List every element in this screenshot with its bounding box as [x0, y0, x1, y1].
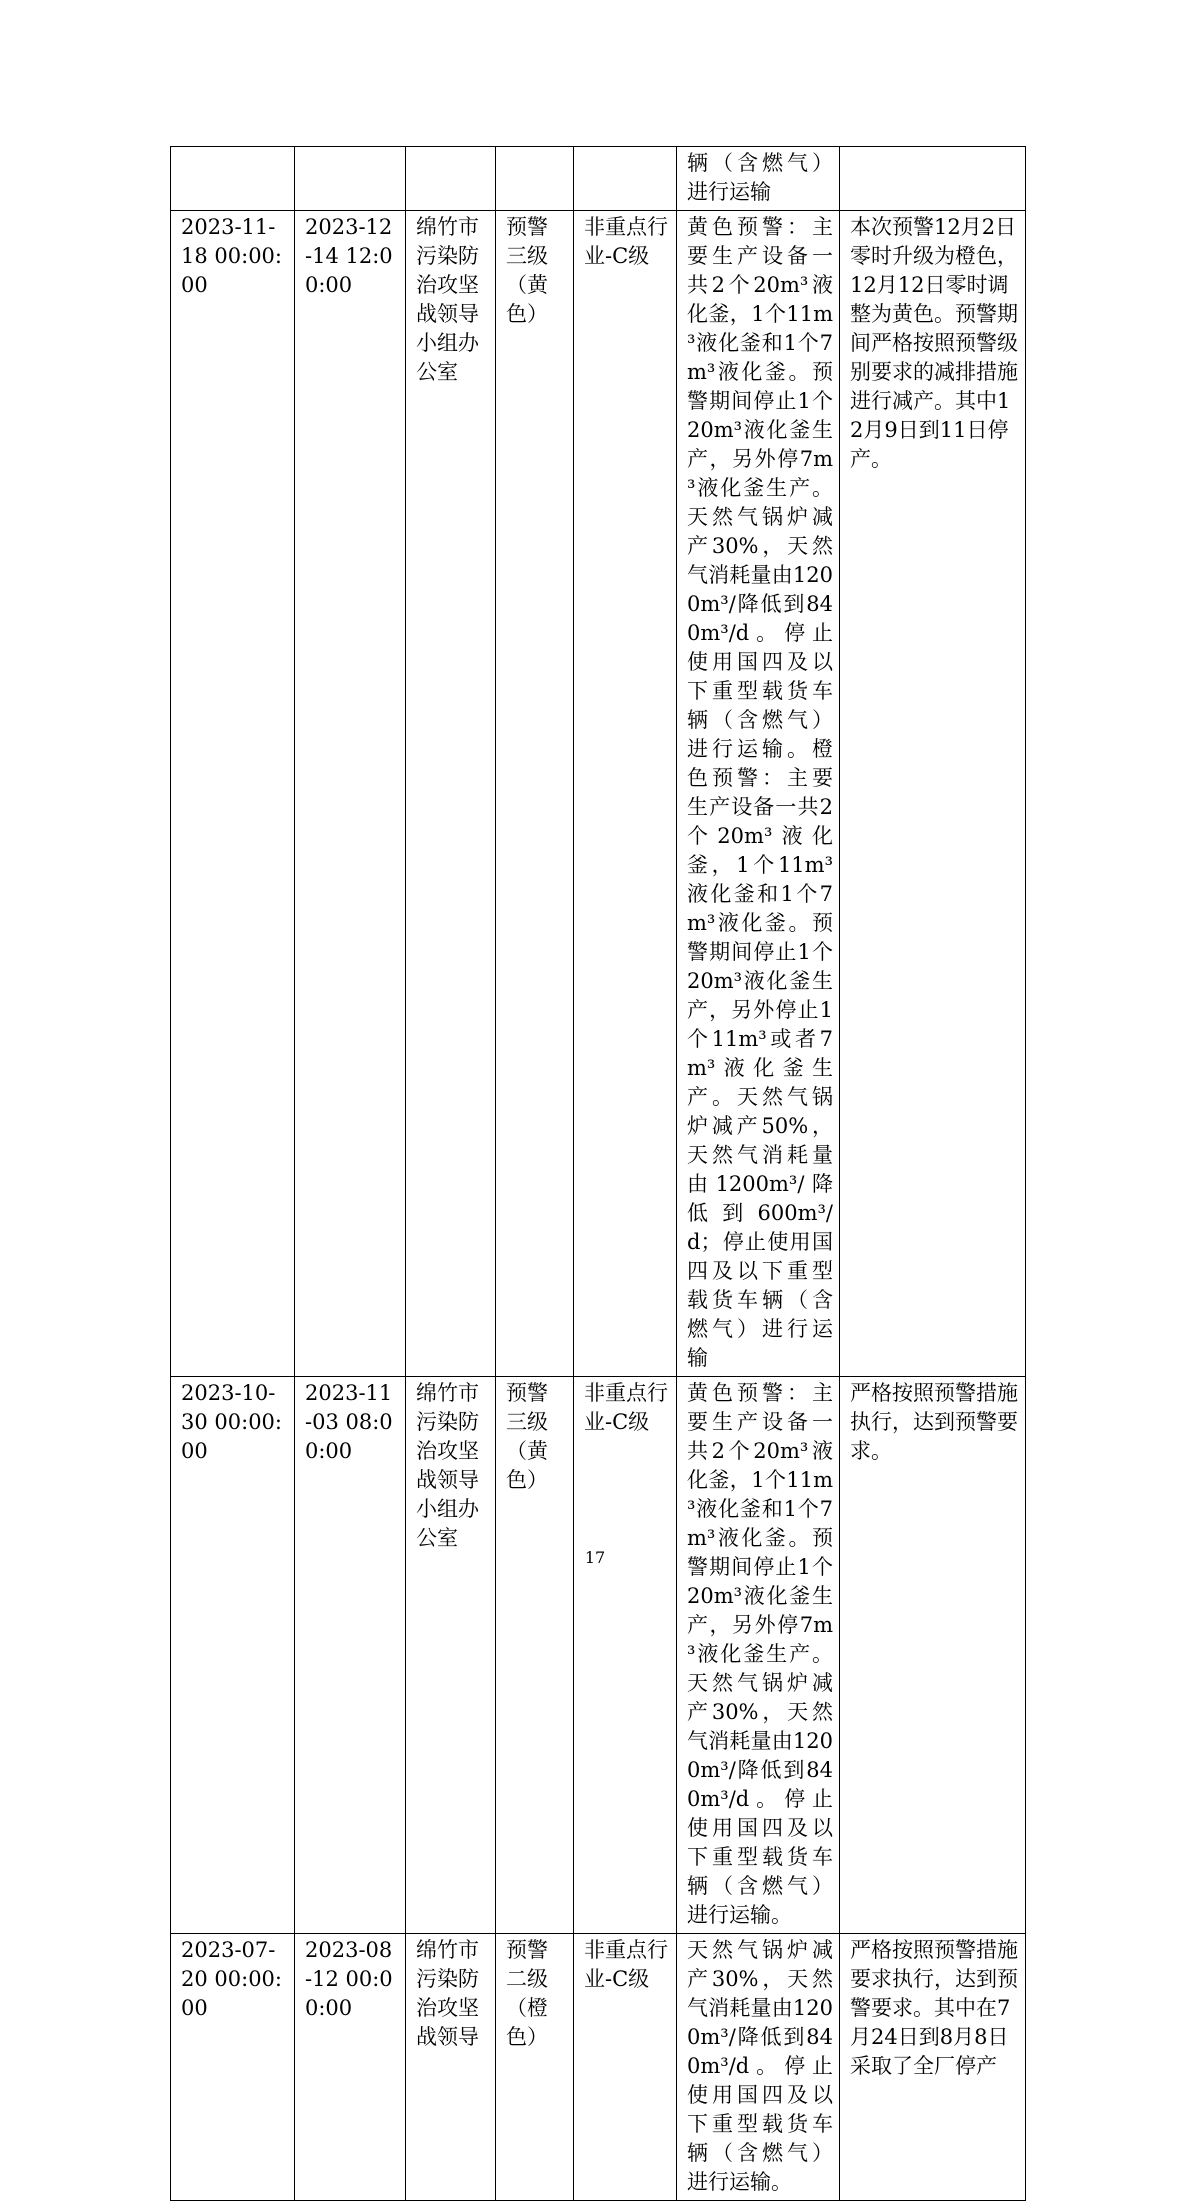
page-number: 17 [584, 1548, 606, 1567]
table-row [171, 147, 1026, 211]
table-row [171, 1934, 1026, 2201]
warning-issuer: 绵竹市污染防治攻坚战领导小组办公室 [406, 211, 496, 1377]
warning-end-time: 2023-12-14 12:00:00 [295, 211, 406, 1377]
execution-notes: 严格按照预警措施执行，达到预警要求。 [840, 1377, 1026, 1934]
warning-start-time: 2023-10-30 00:00:00 [171, 1377, 295, 1934]
warning-end-time: 2023-08-12 00:00:00 [295, 1934, 406, 2201]
execution-notes: 本次预警12月2日零时升级为橙色，12月12日零时调整为黄色。预警期间严格按照预警级别要求的减排措施进行减产。其中12月9日到11日停产。 [840, 211, 1026, 1377]
table-row [171, 1377, 1026, 1934]
emission-reduction-measures: 天然气锅炉减产30%，天然气消耗量由1200m³/降低到840m³/d。停止使用国四及以下重型载货车辆（含燃气）进行运输。 [677, 1934, 840, 2201]
enterprise-category: 非重点行业-C级 [574, 1377, 677, 1934]
warning-end-time [295, 147, 406, 211]
enterprise-category: 非重点行业-C级 [574, 211, 677, 1377]
warning-level: 预警二级（橙色） [496, 1934, 574, 2201]
emission-reduction-measures: 黄色预警：主要生产设备一共2个20m³液化釜，1个11m³液化釜和1个7m³液化釜。预警期间停止1个20m³液化釜生产，另外停7m³液化釜生产。天然气锅炉减产30%，天然气消耗量由1200m³/降低到840m³/d。停止使用国四及以下重型载货车辆（含燃气）进行运输。 [677, 1377, 840, 1934]
warning-issuer: 绵竹市污染防治攻坚战领导 [406, 1934, 496, 2201]
warning-start-time: 2023-11-18 00:00:00 [171, 211, 295, 1377]
enterprise-category [574, 147, 677, 211]
table-row [171, 211, 1026, 1377]
warning-record-table [170, 146, 1026, 2201]
warning-level: 预警三级（黄色） [496, 211, 574, 1377]
warning-issuer: 绵竹市污染防治攻坚战领导小组办公室 [406, 1377, 496, 1934]
warning-end-time: 2023-11-03 08:00:00 [295, 1377, 406, 1934]
warning-issuer [406, 147, 496, 211]
emission-reduction-measures: 辆（含燃气）进行运输 [677, 147, 840, 211]
execution-notes: 严格按照预警措施要求执行，达到预警要求。其中在7月24日到8月8日采取了全厂停产 [840, 1934, 1026, 2201]
emission-reduction-measures: 黄色预警：主要生产设备一共2个20m³液化釜，1个11m³液化釜和1个7m³液化釜。预警期间停止1个20m³液化釜生产，另外停7m³液化釜生产。天然气锅炉减产30%，天然气消耗量由1200m³/降低到840m³/d。停止使用国四及以下重型载货车辆（含燃气）进行运输。橙色预警：主要生产设备一共2个20m³液化釜，1个11m³液化釜和1个7m³液化釜。预警期间停止1个20m³液化釜生产，另外停止1个11m³或者7m³液化釜生产。天然气锅炉减产50%，天然气消耗量由1200m³/降低到600m³/d；停止使用国四及以下重型载货车辆（含燃气）进行运输 [677, 211, 840, 1377]
execution-notes [840, 147, 1026, 211]
warning-start-time: 2023-07-20 00:00:00 [171, 1934, 295, 2201]
warning-level [496, 147, 574, 211]
warning-start-time [171, 147, 295, 211]
warning-level: 预警三级（黄色） [496, 1377, 574, 1934]
enterprise-category: 非重点行业-C级 [574, 1934, 677, 2201]
